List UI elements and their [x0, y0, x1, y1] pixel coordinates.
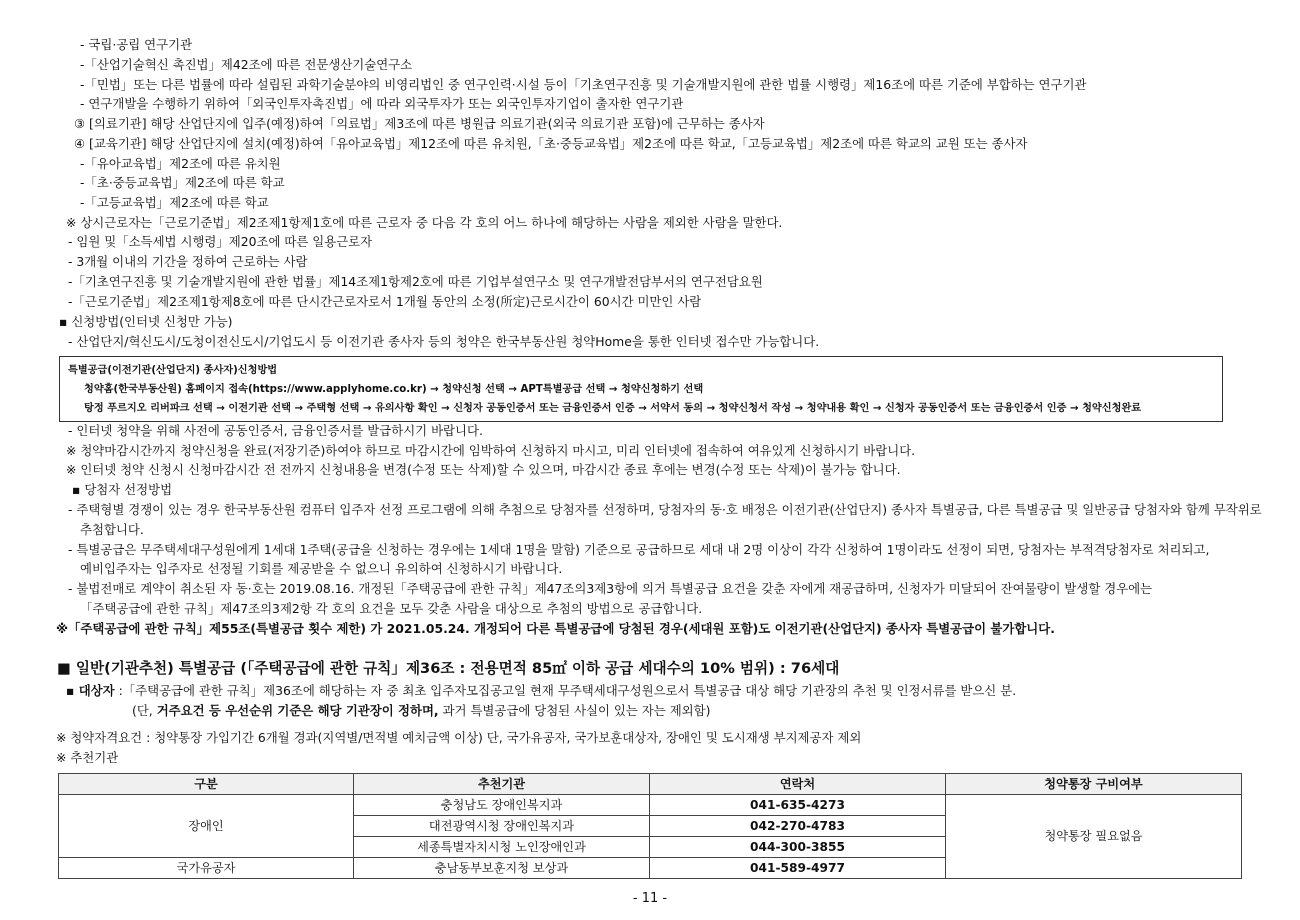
text-line: 예비입주자는 입주자로 선정될 기회를 제공받을 수 없으니 유의하여 신청하시기 바랍니다. [80, 561, 563, 576]
text-line: 「주택공급에 관한 규칙」제47조의3제2항 각 호의 요건을 모두 갖춘 사람을 대상으로 추첨의 방법으로 공급합니다. [80, 601, 703, 616]
text-line: ※ 인터넷 청약 신청시 신청마감시간 전 전까지 신청내용을 변경(수정 또는 삭제)할 수 있으며, 마감시간 종료 후에는 변경(수정 또는 삭제)이 불가능 합니다. [66, 462, 901, 477]
agency-cell: 충청남도 장애인복지과 [354, 795, 650, 816]
phone-cell: 041-635-4273 [650, 795, 946, 816]
bankbook-cell: 청약통장 필요없음 [946, 795, 1242, 879]
text-line: - 국립·공립 연구기관 [80, 37, 193, 52]
header-bankbook: 청약통장 구비여부 [946, 774, 1242, 795]
note-bold: 거주요건 등 우선순위 기준은 해당 기관장이 정하며, [156, 703, 439, 718]
phone-cell: 044-300-3855 [650, 837, 946, 858]
text-line: - 임원 및「소득세법 시행령」제20조에 따른 일용근로자 [68, 234, 373, 249]
text-line: ※ 추천기관 [56, 750, 119, 765]
text-line: - 3개월 이내의 기간을 정하여 근로하는 사람 [68, 254, 308, 269]
page-number: - 11 - [632, 891, 668, 906]
box-step-2: 탕정 푸르지오 리버파크 선택 → 이전기관 선택 → 주택형 선택 → 유의사항 확인 → 신청자 공동인증서 또는 금융인증서 인증 → 서약서 동의 → 청약신청서 작성 → 청약내용 확인 → 신청자 공동인증서 또는 금융인증서 인증 → 청약신청완료 [84, 403, 1142, 414]
text-line: ④ [교육기관] 해당 산업단지에 설치(예정)하여「유아교육법」제12조에 따른 유치원,「초·중등교육법」제2조에 따른 학교,「고등교육법」제2조에 따른 학교의 교원 또는 종사자 [74, 136, 1028, 151]
header-agency: 추천기관 [354, 774, 650, 795]
target-note [132, 702, 710, 720]
agency-cell: 세종특별자치시청 노인장애인과 [354, 837, 650, 858]
header-category: 구분 [59, 774, 354, 795]
text-line: - 특별공급은 무주택세대구성원에게 1세대 1주택(공급을 신청하는 경우에는 1세대 1명을 말함) 기준으로 공급하므로 세대 내 2명 이상이 각각 신청하여 1명이라도 선정이 되면, 당첨자는 부적격당첨자로 처리되고, [68, 542, 1210, 557]
agency-cell: 대전광역시청 장애인복지과 [354, 816, 650, 837]
text-line: ※ 청약자격요건 : 청약통장 가입기간 6개월 경과(지역별/면적별 예치금액 이상) 단, 국가유공자, 국가보훈대상자, 장애인 및 도시재생 부지제공자 제외 [56, 730, 862, 745]
recommendation-table [58, 773, 1242, 879]
text-line: ※「주택공급에 관한 규칙」제55조(특별공급 횟수 제한) 가 2021.05.24. 개정되어 다른 특별공급에 당첨된 경우(세대원 포함)도 이전기관(산업단지) 종사자 특별공급이 불가합니다. [56, 621, 1055, 636]
note-suffix: 과거 특별공급에 당첨된 사실이 있는 자는 제외함) [438, 703, 711, 718]
category-veteran: 국가유공자 [59, 858, 354, 879]
text-line: ▪ 당첨자 선정방법 [72, 482, 173, 497]
section-title: ■ 일반(기관추천) 특별공급 (「주택공급에 관한 규칙」제36조 : 전용면적 85㎡ 이하 공급 세대수의 10% 범위) : 76세대 [57, 660, 840, 677]
text-line: - 인터넷 청약을 위해 사전에 공동인증서, 금융인증서를 발급하시기 바랍니다. [68, 423, 483, 438]
text-line: -「산업기술혁신 촉진법」제42조에 따른 전문생산기술연구소 [80, 57, 413, 72]
agency-cell: 충남동부보훈지청 보상과 [354, 858, 650, 879]
phone-cell: 041-589-4977 [650, 858, 946, 879]
text-line: - 불법전매로 계약이 취소된 자 동·호는 2019.08.16. 개정된「주택공급에 관한 규칙」제47조의3제3항에 의거 특별공급 요건을 갖춘 자에게 재공급하며, 신청자가 미달되어 잔여물량이 발생할 경우에는 [68, 581, 1153, 596]
text-line: - 주택형별 경쟁이 있는 경우 한국부동산원 컴퓨터 입주자 선정 프로그램에 의해 추첨으로 당첨자를 선정하며, 당첨자의 동·호 배정은 이전기관(산업단지) 종사자 특별공급, 다른 특별공급 및 일반공급 당첨자와 함께 무작위로 [68, 502, 1262, 517]
box-title: 특별공급(이전기관(산업단지) 종사자)신청방법 [68, 365, 278, 376]
text-line: -「초·중등교육법」제2조에 따른 학교 [80, 175, 285, 190]
text-line: ※ 상시근로자는「근로기준법」제2조제1항제1호에 따른 근로자 중 다음 각 호의 어느 하나에 해당하는 사람을 제외한 사람을 말한다. [66, 215, 783, 230]
target-text: :「주택공급에 관한 규칙」제36조에 해당하는 자 중 최초 입주자모집공고일 현재 무주택세대구성원으로서 특별공급 대상 해당 기관장의 추천 및 인정서류를 받으신 분. [114, 683, 1017, 698]
text-line: -「유아교육법」제2조에 따른 유치원 [80, 156, 281, 171]
application-method-box [59, 356, 1223, 422]
phone-cell: 042-270-4783 [650, 816, 946, 837]
text-line: 추첨합니다. [80, 522, 144, 537]
note-prefix: (단, [132, 703, 157, 718]
text-line: -「기초연구진흥 및 기술개발지원에 관한 법률」제14조제1항제2호에 따른 기업부설연구소 및 연구개발전담부서의 연구전담요원 [68, 274, 763, 289]
table-header-row [59, 774, 1242, 795]
header-contact: 연락처 [650, 774, 946, 795]
text-line: ※ 청약마감시간까지 청약신청을 완료(저장기준)하여야 하므로 마감시간에 임박하여 신청하지 마시고, 미리 인터넷에 접속하여 여유있게 신청하시기 바랍니다. [66, 443, 916, 458]
table-row [59, 795, 1242, 816]
text-line: -「근로기준법」제2조제1항제8호에 따른 단시간근로자로서 1개월 동안의 소정(所定)근로시간이 60시간 미만인 사람 [68, 294, 702, 309]
text-line: - 연구개발을 수행하기 위하여「외국인투자촉진법」에 따라 외국투자가 또는 외국인투자기업이 출자한 연구기관 [80, 96, 684, 111]
text-line: -「고등교육법」제2조에 따른 학교 [80, 195, 269, 210]
text-line: ③ [의료기관] 해당 산업단지에 입주(예정)하여「의료법」제3조에 따른 병원급 의료기관(외국 의료기관 포함)에 근무하는 종사자 [74, 116, 765, 131]
text-line: ▪ 신청방법(인터넷 신청만 가능) [59, 314, 233, 329]
target-line [66, 682, 1016, 700]
box-step-1: 청약홈(한국부동산원) 홈페이지 접속(https://www.applyhome.co.kr) → 청약신청 선택 → APT특별공급 선택 → 청약신청하기 선택 [84, 384, 704, 395]
text-line: - 산업단지/혁신도시/도청이전신도시/기업도시 등 이전기관 종사자 등의 청약은 한국부동산원 청약Home을 통한 인터넷 접수만 가능합니다. [68, 334, 820, 349]
category-disabled: 장애인 [59, 795, 354, 858]
target-label: ▪ 대상자 [66, 683, 115, 698]
text-line: -「민법」또는 다른 법률에 따라 설립된 과학기술분야의 비영리법인 중 연구인력·시설 등이「기초연구진흥 및 기술개발지원에 관한 법률 시행령」제16조에 따른 기준에 부합하는 연구기관 [80, 77, 1087, 92]
